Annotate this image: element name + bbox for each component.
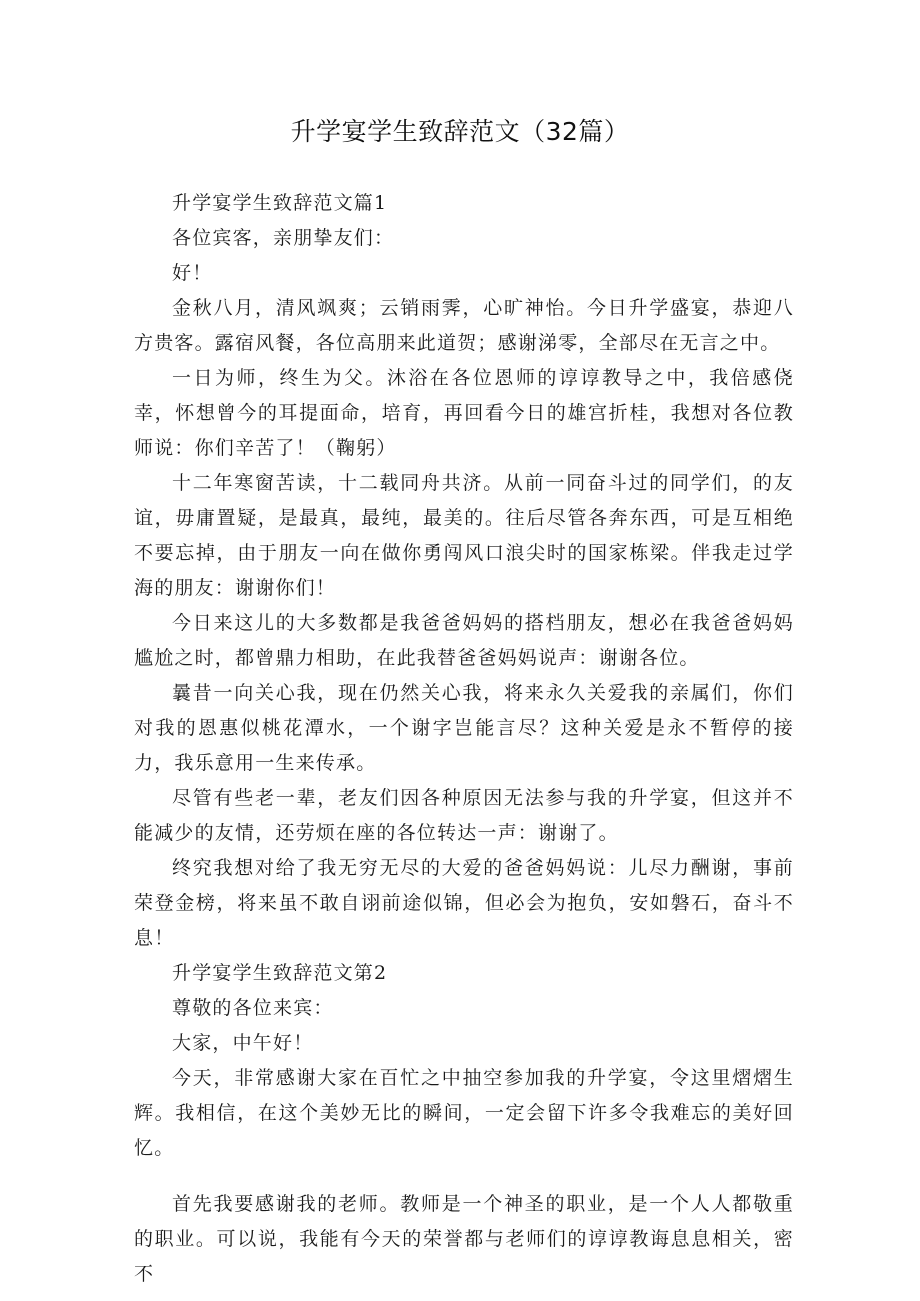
section-heading-1: 升学宴学生致辞范文篇1: [172, 192, 388, 214]
paragraph: 今日来这儿的大多数都是我爸爸妈妈的搭档朋友，想必在我爸爸妈妈尴尬之时，都曾鼎力相助，在此我替爸爸妈妈说声：谢谢各位。: [134, 612, 794, 669]
salutation: 各位宾客，亲朋挚友们：: [172, 227, 395, 249]
paragraph: 金秋八月，清风飒爽；云销雨霁，心旷神怡。今日升学盛宴，恭迎八方贵客。露宿风餐，各位高朋来此道贺；感谢涕零，全部尽在无言之中。: [134, 297, 794, 354]
greeting: 大家，中午好！: [172, 1032, 314, 1054]
document-title: 升学宴学生致辞范文（32篇）: [290, 117, 630, 146]
salutation: 尊敬的各位来宾：: [172, 997, 334, 1019]
greeting: 好！: [172, 262, 213, 284]
paragraph: 终究我想对给了我无穷无尽的大爱的爸爸妈妈说：儿尽力酬谢，事前荣登金榜，将来虽不敢自诩前途似锦，但必会为抱负，安如磐石，奋斗不息！: [134, 857, 794, 949]
paragraph: 曩昔一向关心我，现在仍然关心我，将来永久关爱我的亲属们，你们对我的恩惠似桃花潭水，一个谢字岂能言尽？这种关爱是永不暂停的接力，我乐意用一生来传承。: [134, 682, 794, 774]
section-heading-2: 升学宴学生致辞范文第2: [172, 962, 388, 984]
paragraph: 一日为师，终生为父。沐浴在各位恩师的谆谆教导之中，我倍感侥幸，怀想曾今的耳提面命，培育，再回看今日的雄宫折桂，我想对各位教师说：你们辛苦了！（鞠躬）: [134, 367, 794, 459]
paragraph: 尽管有些老一辈，老友们因各种原因无法参与我的升学宴，但这并不能减少的友情，还劳烦在座的各位转达一声：谢谢了。: [134, 787, 794, 844]
paragraph: 首先我要感谢我的老师。教师是一个神圣的职业，是一个人人都敬重的职业。可以说，我能有今天的荣誉都与老师们的谆谆教诲息息相关，密不: [134, 1193, 794, 1285]
document-body: [134, 186, 794, 1292]
paragraph: 今天，非常感谢大家在百忙之中抽空参加我的升学宴，令这里熠熠生辉。我相信，在这个美妙无比的瞬间，一定会留下许多令我难忘的美好回忆。: [134, 1067, 794, 1159]
paragraph: 十二年寒窗苦读，十二载同舟共济。从前一同奋斗过的同学们，的友谊，毋庸置疑，是最真，最纯，最美的。往后尽管各奔东西，可是互相绝不要忘掉，由于朋友一向在做你勇闯风口浪尖时的国家栋梁。伴我走过学海的朋友：谢谢你们！: [134, 472, 794, 599]
